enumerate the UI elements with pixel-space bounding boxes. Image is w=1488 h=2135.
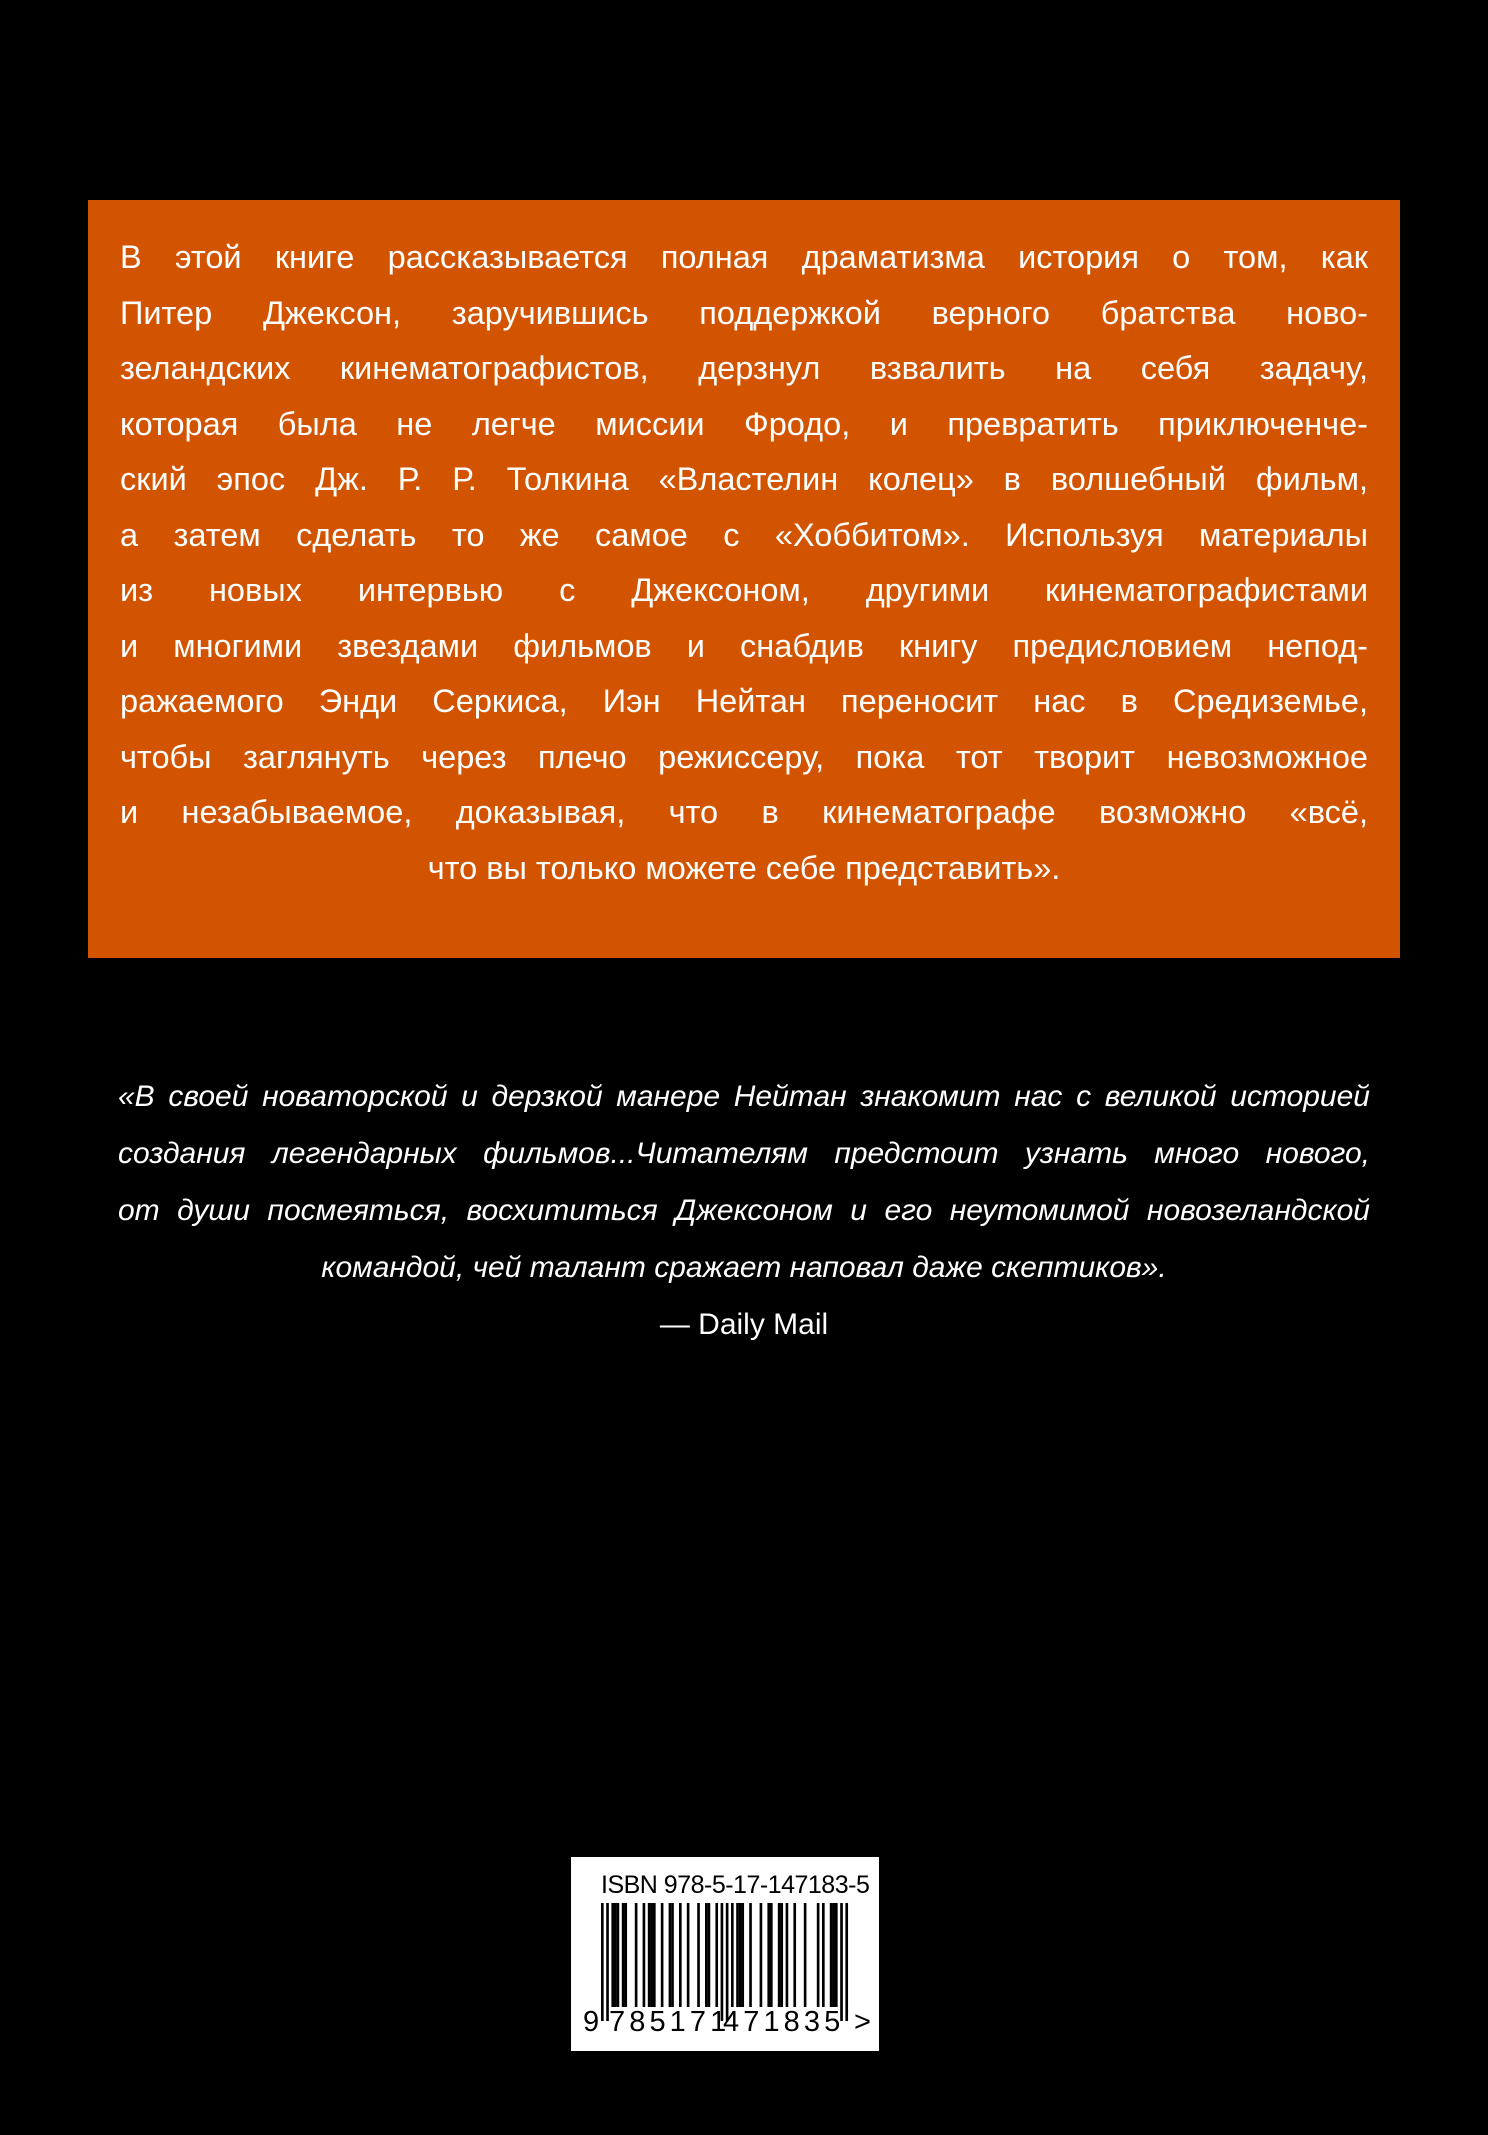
barcode-bar — [617, 1903, 620, 2007]
barcode-bar — [731, 1903, 734, 2007]
barcode-bar — [669, 1903, 672, 2007]
isbn-barcode-box — [571, 1857, 879, 2051]
barcode-bar — [650, 1903, 653, 2007]
barcode-bar — [708, 1903, 711, 2007]
blurb-line: ский эпос Дж. Р. Р. Толкина «Властелин колец» в волшебный фильм, — [120, 461, 1368, 497]
quote-attribution: — Daily Mail — [659, 1308, 829, 1341]
barcode-bar — [614, 1903, 617, 2007]
review-quote — [118, 1068, 1370, 1353]
barcode-bar — [726, 1903, 729, 2021]
barcode-bar — [606, 1903, 609, 2021]
barcode-bar — [778, 1903, 781, 2007]
barcode-bar — [705, 1903, 708, 2007]
blurb-line: и многими звездами фильмов и снабдив книгу предисловием непод- — [120, 627, 1368, 664]
barcode-bar — [817, 1903, 820, 2007]
barcode-bar — [611, 1903, 614, 2007]
barcode-bar — [830, 1903, 833, 2007]
barcode-bar — [653, 1903, 656, 2007]
barcode-bar — [697, 1903, 700, 2007]
barcode-bar — [671, 1903, 674, 2007]
barcode-bar — [741, 1903, 744, 2007]
barcode-digit-first: 9 — [583, 2006, 600, 2038]
barcode-bar — [601, 1903, 604, 2021]
barcode-bar — [804, 1903, 807, 2007]
quote-line: создания легендарных фильмов...Читателям предстоит узнать много нового, — [118, 1137, 1370, 1170]
barcode-bar — [822, 1903, 825, 2007]
blurb-line: из новых интервью с Джексоном, другими кинематографистами — [120, 572, 1368, 608]
isbn-number: ISBN 978-5-17-147183-5 — [601, 1871, 870, 1899]
barcode-bars — [601, 1903, 865, 2021]
blurb-line: чтобы заглянуть через плечо режиссеру, пока тот творит невозможное — [120, 738, 1368, 775]
quote-line: от души посмеяться, восхититься Джексоном и его неутомимой новозеландской — [118, 1194, 1370, 1227]
barcode-bar — [679, 1903, 682, 2007]
barcode-arrow: > — [854, 2006, 871, 2038]
barcode-digits-left: 785171 — [609, 2006, 731, 2038]
barcode-bar — [624, 1903, 627, 2007]
barcode-bar — [793, 1903, 796, 2007]
blurb-line: которая была не легче миссии Фродо, и превратить приключенче- — [120, 405, 1368, 442]
blurb-line: ражаемого Энди Серкиса, Иэн Нейтан переносит нас в Средиземье, — [120, 683, 1368, 719]
quote-line: «В своей новаторской и дерзкой манере Нейтан знакомит нас с великой историей — [118, 1080, 1370, 1113]
barcode-digits-right: 471835 — [723, 2006, 845, 2038]
barcode-bar — [687, 1903, 690, 2007]
blurb-line: В этой книге рассказывается полная драматизма история о том, как — [120, 239, 1368, 275]
blurb-line: что вы только можете себе представить». — [427, 849, 1061, 886]
barcode-bar — [739, 1903, 742, 2007]
blurb-line: а затем сделать то же самое с «Хоббитом». Используя материалы — [120, 516, 1368, 553]
barcode-bar — [643, 1903, 646, 2007]
barcode-bar — [760, 1903, 763, 2007]
barcode-bar — [736, 1903, 739, 2007]
quote-line: командой, чей талант сражает наповал даже скептиков». — [321, 1251, 1167, 1284]
barcode-bar — [780, 1903, 783, 2007]
barcode-bar — [786, 1903, 789, 2007]
barcode-bar — [840, 1903, 843, 2021]
blurb-line: и незабываемое, доказывая, что в кинематографе возможно «всё, — [120, 794, 1368, 830]
barcode-bar — [661, 1903, 664, 2007]
blurb-box — [88, 200, 1400, 958]
blurb-line: зеландских кинематографистов, дерзнул взвалить на себя задачу, — [120, 350, 1368, 386]
barcode-bar — [648, 1903, 651, 2007]
barcode-bar — [721, 1903, 724, 2021]
barcode-bar — [845, 1903, 848, 2021]
barcode-bar — [835, 1903, 838, 2007]
barcode-bar — [767, 1903, 770, 2007]
barcode-bar — [770, 1903, 773, 2007]
barcode-bar — [635, 1903, 638, 2007]
barcode-bar — [715, 1903, 718, 2007]
barcode-bar — [749, 1903, 752, 2007]
barcode-bar — [622, 1903, 625, 2007]
blurb-line: Питер Джексон, заручившись поддержкой верного братства ново- — [120, 294, 1368, 331]
barcode-bar — [832, 1903, 835, 2007]
